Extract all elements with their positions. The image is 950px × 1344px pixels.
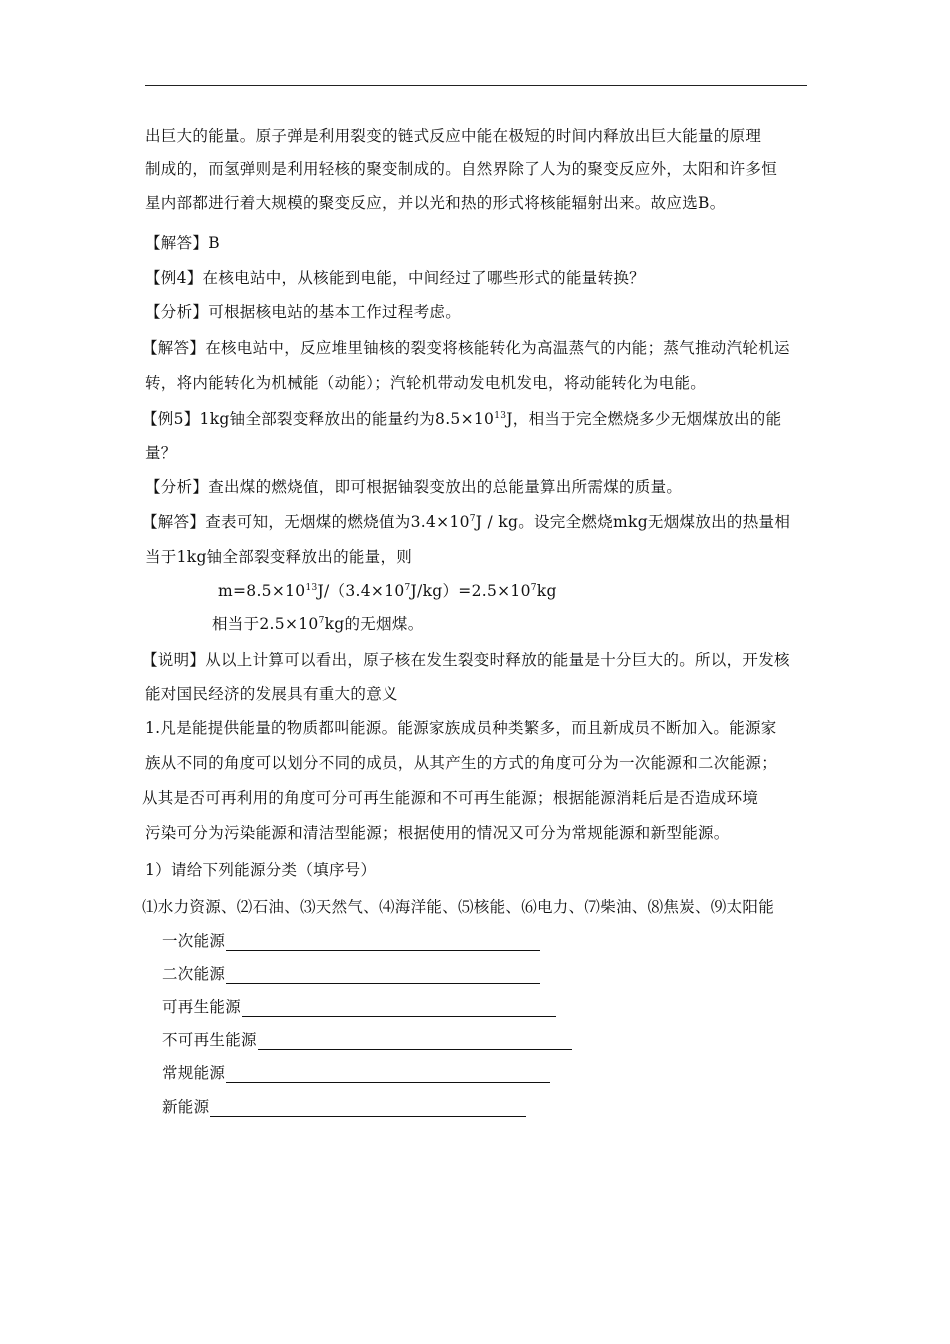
note-line: 【说明】从以上计算可以看出，原子核在发生裂变时释放的能量是十分巨大的。所以，开发核 [142,651,790,669]
exercise-line: 从其是否可再利用的角度可分可再生能源和不可再生能源；根据能源消耗后是否造成环境 [142,789,759,807]
field-new-energy [162,1097,526,1117]
example-4-question: 【例4】在核电站中，从核能到电能，中间经过了哪些形式的能量转换？ [145,269,645,287]
paragraph-line: 星内部都进行着大规模的聚变反应，并以光和热的形式将核能辐射出来。故应选B。 [145,194,726,212]
calculation-line: $m=8.5\times 10^{13}J/(3.4\times 10^7J/kg)=2.5\times 10^7kg$ [218,582,557,600]
field-primary-energy [162,931,540,951]
answer-blank[interactable] [258,1033,572,1050]
field-conventional-energy [162,1063,550,1083]
field-label: 新能源 [162,1098,210,1116]
exercise-line: 族从不同的角度可以划分不同的成员，从其产生的方式的角度可分为一次能源和二次能源； [145,754,778,772]
example-5-analysis: 【分析】查出煤的燃烧值，即可根据铀裂变放出的总能量算出所需煤的质量。 [145,478,683,496]
paragraph-line: 制成的，而氢弹则是利用轻核的聚变制成的。自然界除了人为的聚变反应外，太阳和许多恒 [145,160,778,178]
example-4-answer-line: 【解答】在核电站中，反应堆里铀核的裂变将核能转化为高温蒸气的内能；蒸气推动汽轮机运 [142,339,790,357]
paragraph-line: 出巨大的能量。原子弹是利用裂变的链式反应中能在极短的时间内释放出巨大能量的原理 [145,127,762,145]
example-4-answer-line: 转，将内能转化为机械能（动能）；汽轮机带动发电机发电，将动能转化为电能。 [145,374,707,392]
field-renewable-energy [162,997,556,1017]
answer-blank[interactable] [210,1100,526,1117]
exercise-line: 污染可分为污染能源和清洁型能源；根据使用的情况又可分为常规能源和新型能源。 [145,824,730,842]
result-line: 相当于$2.5\times 10^7kg$的无烟煤。 [212,615,424,633]
field-label: 不可再生能源 [162,1031,257,1049]
answer-blank[interactable] [226,967,540,984]
energy-items-line: ⑴水力资源、⑵石油、⑶天然气、⑷海洋能、⑸核能、⑹电力、⑺柴油、⑻焦炭、⑼太阳能 [142,898,775,916]
example-5-question: 【例5】1kg铀全部裂变释放出的能量约为$8.5\times 10^{13}J$，相当于完全燃烧多少无烟煤放出的能 [142,410,782,428]
answer-blank[interactable] [242,1000,556,1017]
answer-line: 【解答】B [145,234,220,252]
field-secondary-energy [162,964,540,984]
answer-blank[interactable] [226,934,540,951]
sub-question: 1）请给下列能源分类（填序号） [145,861,377,879]
field-label: 一次能源 [162,932,226,950]
example-5-answer: 【解答】查表可知，无烟煤的燃烧值为$3.4\times 10^7J$ / kg。设完全燃烧mkg无烟煤放出的热量相 [142,513,791,531]
field-label: 常规能源 [162,1064,226,1082]
example-5-question-cont: 量？ [145,444,177,462]
note-line: 能对国民经济的发展具有重大的意义 [145,685,398,703]
field-label: 可再生能源 [162,998,242,1016]
header-rule [145,85,807,86]
field-label: 二次能源 [162,965,226,983]
example-5-answer-cont: 当于1kg铀全部裂变释放出的能量，则 [145,548,413,566]
answer-blank[interactable] [226,1066,550,1083]
example-4-analysis: 【分析】可根据核电站的基本工作过程考虑。 [145,303,462,321]
field-nonrenewable-energy [162,1030,572,1050]
exercise-line: 1.凡是能提供能量的物质都叫能源。能源家族成员种类繁多，而且新成员不断加入。能源家 [145,719,777,737]
